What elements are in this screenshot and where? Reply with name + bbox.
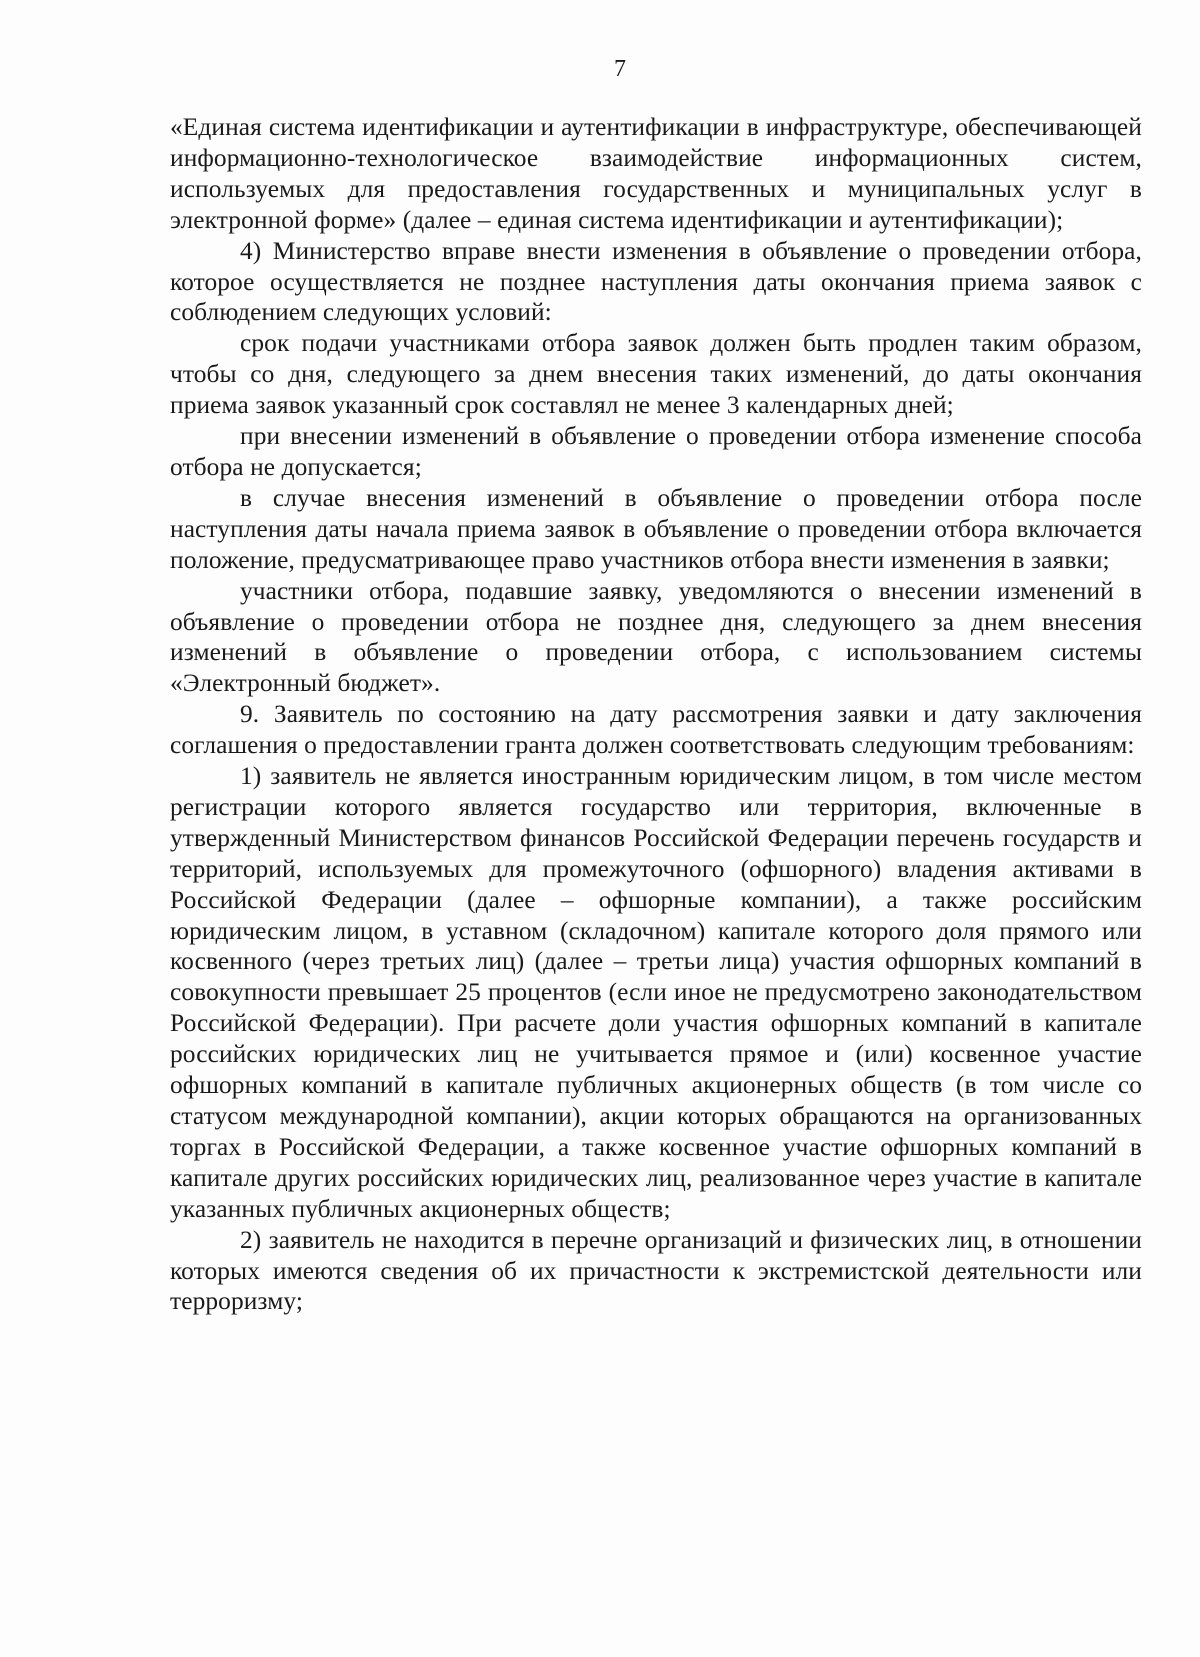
paragraph: «Единая система идентификации и аутентификации в инфраструктуре, обеспечивающей информационно-технологическое взаимодействие информационных систем, используемых для предоставления государственных и муниципальных услуг в электронной форме» (далее – единая система идентификации и аутентификации); bbox=[170, 113, 1142, 234]
paragraph: 9. Заявитель по состоянию на дату рассмотрения заявки и дату заключения соглашения о предоставлении гранта должен соответствовать следующим требованиям: bbox=[170, 700, 1142, 760]
document-body bbox=[170, 112, 1142, 1317]
paragraph: срок подачи участниками отбора заявок должен быть продлен таким образом, чтобы со дня, следующего за днем внесения таких изменений, до даты окончания приема заявок указанный срок составлял не менее 3 календарных дней; bbox=[170, 329, 1142, 420]
paragraph: 1) заявитель не является иностранным юридическим лицом, в том числе местом регистрации которого является государство или территория, включенные в утвержденный Министерством финансов Российской Федерации перечень государств и территорий, используемых для промежуточного (офшорного) владения активами в Российской Федерации (далее – офшорные компании), а также российским юридическим лицом, в уставном (складочном) капитале которого доля прямого или косвенного (через третьих лиц) (далее – третьи лица) участия офшорных компаний в совокупности превышает 25 процентов (если иное не предусмотрено законодательством Российской Федерации). При расчете доли участия офшорных компаний в капитале российских юридических лиц не учитывается прямое и (или) косвенное участие офшорных компаний в капитале публичных акционерных обществ (в том числе со статусом международной компании), акции которых обращаются на организованных торгах в Российской Федерации, а также косвенное участие офшорных компаний в капитале других российских юридических лиц, реализованное через участие в капитале указанных публичных акционерных обществ; bbox=[170, 762, 1142, 1223]
paragraph: 4) Министерство вправе внести изменения в объявление о проведении отбора, которое осуществляется не позднее наступления даты окончания приема заявок с соблюдением следующих условий: bbox=[170, 236, 1142, 327]
paragraph: участники отбора, подавшие заявку, уведомляются о внесении изменений в объявление о проведении отбора не позднее дня, следующего за днем внесения изменений в объявление о проведении отбора, с использованием системы «Электронный бюджет». bbox=[170, 576, 1142, 698]
paragraph: в случае внесения изменений в объявление о проведении отбора после наступления даты начала приема заявок в объявление о проведении отбора включается положение, предусматривающее право участников отбора внести изменения в заявки; bbox=[170, 483, 1142, 574]
paragraph: 2) заявитель не находится в перечне организаций и физических лиц, в отношении которых имеются сведения об их причастности к экстремистской деятельности или терроризму; bbox=[170, 1225, 1142, 1316]
page-number: 7 bbox=[614, 56, 626, 82]
paragraph: при внесении изменений в объявление о проведении отбора изменение способа отбора не допускается; bbox=[170, 422, 1142, 481]
